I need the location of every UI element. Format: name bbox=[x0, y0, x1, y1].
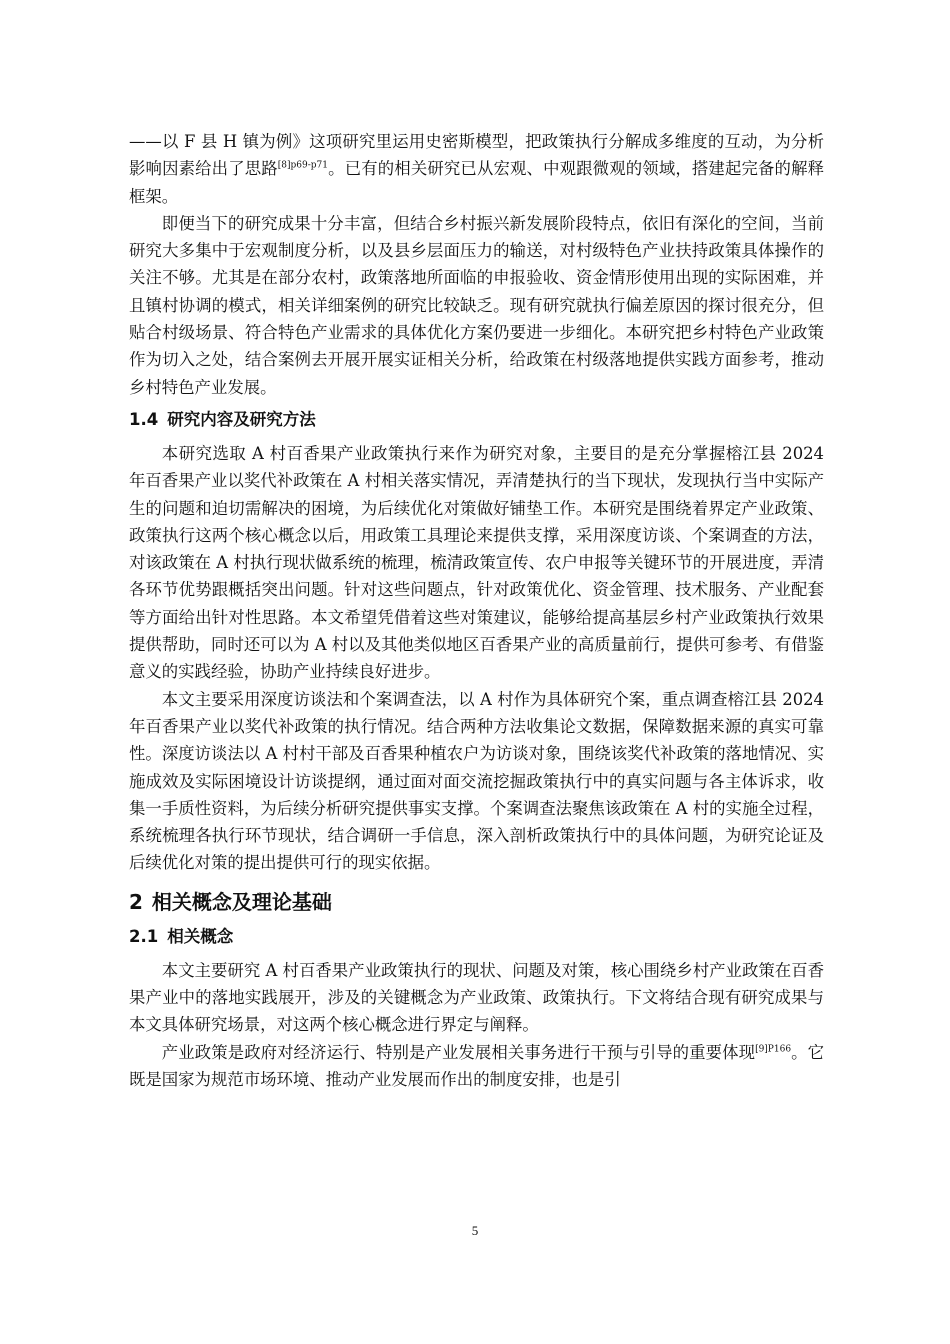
section-number: 2.1 bbox=[129, 926, 159, 946]
paragraph-industrial-policy bbox=[129, 1039, 824, 1094]
section-heading-1-4 bbox=[129, 408, 824, 432]
section-heading-2-1 bbox=[129, 925, 824, 949]
paragraph-text: 。已有的相关研究已从宏观、中观跟微观的领域，搭建起完备的解释框架。 bbox=[129, 159, 824, 206]
paragraph-concepts-intro: 本文主要研究 A 村百香果产业政策执行的现状、问题及对策，核心围绕乡村产业政策在百香果产业中的落地实践展开，涉及的关键概念为产业政策、政策执行。下文将结合现有研究成果与本文具体研究场景，对这两个核心概念进行界定与阐释。 bbox=[129, 960, 824, 1035]
paragraph-research-method: 本文主要采用深度访谈法和个案调查法，以 A 村作为具体研究个案，重点调查榕江县 2024 年百香果产业以奖代补政策的执行情况。结合两种方法收集论文数据，保障数据来源的真实可靠性。深度访谈法以 A 村村干部及百香果种植农户为访谈对象，围绕该奖代补政策的落地情况、实施成效及实际困境设计访谈提纲，通过面对面交流挖掘政策执行中的真实问题与各主体诉求，收集一手质性资料，为后续分析研究提供事实支撑。个案调查法聚焦该政策在 A 村的实施全过程，系统梳理各执行环节现状，结合调研一手信息，深入剖析政策执行中的具体问题，为研究论证及后续优化对策的提出提供可行的现实依据。 bbox=[129, 689, 824, 873]
page-content bbox=[129, 128, 824, 1093]
paragraph-research-content: 本研究选取 A 村百香果产业政策执行来作为研究对象，主要目的是充分掌握榕江县 2024 年百香果产业以奖代补政策在 A 村相关落实情况，弄清楚执行的当下现状，发现执行当中实际产生的问题和迫切需解决的困境，为后续优化对策做好铺垫工作。本研究是围绕着界定产业政策、政策执行这两个核心概念以后，用政策工具理论来提供支撑，采用深度访谈、个案调查的方法，对该政策在 A 村执行现状做系统的梳理，梳清政策宣传、农户申报等关键环节的开展进度，弄清各环节优势跟概括突出问题。针对这些问题点，针对政策优化、资金管理、技术服务、产业配套等方面给出针对性思路。本文希望凭借着这些对策建议，能够给提高基层乡村产业政策执行效果提供帮助，同时还可以为 A 村以及其他类似地区百香果产业的高质量前行，提供可参考、有借鉴意义的实践经验，协助产业持续良好进步。 bbox=[129, 443, 824, 682]
section-title: 研究内容及研究方法 bbox=[167, 409, 316, 429]
paragraph-research-gap: 即便当下的研究成果十分丰富，但结合乡村振兴新发展阶段特点，依旧有深化的空间，当前研究大多集中于宏观制度分析，以及县乡层面压力的输送，对村级特色产业扶持政策具体操作的关注不够。尤其是在部分农村，政策落地所面临的申报验收、资金情形使用出现的实际困难，并且镇村协调的模式，相关详细案例的研究比较缺乏。现有研究就执行偏差原因的探讨很充分，但贴合村级场景、符合特色产业需求的具体优化方案仍要进一步细化。本研究把乡村特色产业政策作为切入之处，结合案例去开展开展实证相关分析，给政策在村级落地提供实践方面参考，推动乡村特色产业发展。 bbox=[129, 213, 824, 397]
citation: [8]p69-p71 bbox=[277, 160, 329, 171]
chapter-number: 2 bbox=[129, 889, 143, 914]
section-title: 相关概念 bbox=[167, 926, 234, 946]
paragraph-text: 。它既是国家为规范市场环境、推动产业发展而作出的制度安排，也是引 bbox=[129, 1042, 825, 1089]
section-number: 1.4 bbox=[129, 409, 159, 429]
chapter-title: 相关概念及理论基础 bbox=[151, 889, 332, 914]
page-number: 5 bbox=[471, 1223, 479, 1238]
paragraph-literature-continuation bbox=[129, 128, 824, 210]
paragraph-text: ——以 F 县 H 镇为例》这项研究里运用史密斯模型，把政策执行分解成多维度的互动，为分析影响因素给出了思路 bbox=[129, 132, 824, 179]
paragraph-text: 产业政策是政府对经济运行、特别是产业发展相关事务进行干预与引导的重要体现 bbox=[161, 1042, 756, 1062]
chapter-heading-2 bbox=[129, 888, 824, 916]
citation: [9]P166 bbox=[755, 1044, 792, 1055]
